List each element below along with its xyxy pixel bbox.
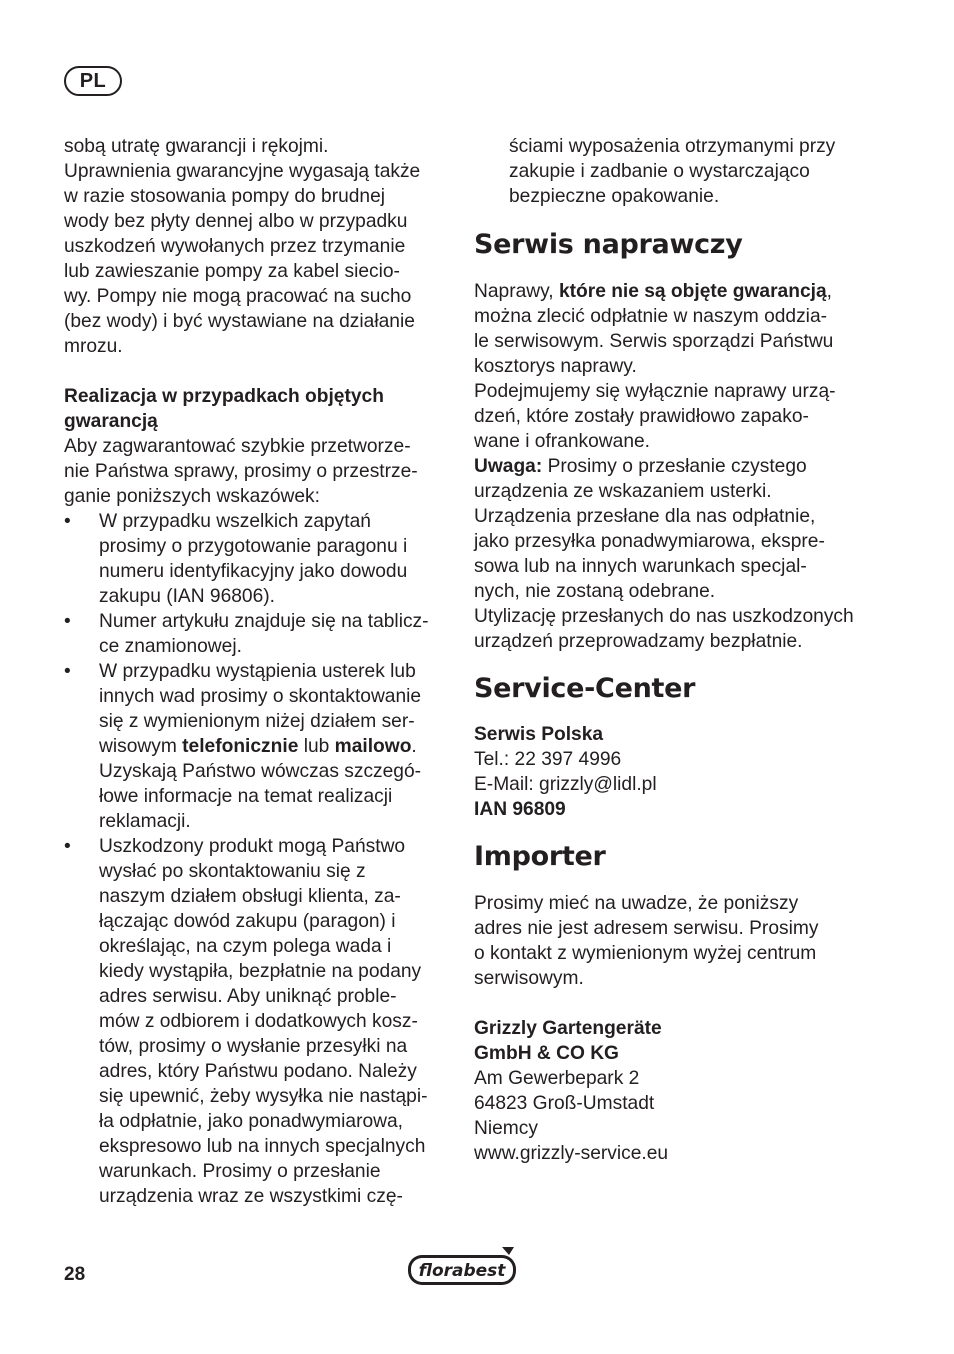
text-line: określając, na czym polega wada i [99,936,392,957]
text-line: W przypadku wystąpienia usterek lub [99,661,416,682]
emphasis-phone: telefonicznie [182,736,299,757]
bullet-icon: • [64,511,71,532]
warranty-subheading [64,384,456,434]
text-line: naszym działem obsługi klienta, za- [99,886,401,907]
text-line: wy. Pompy nie mogą pracować na sucho [64,286,412,307]
text-line: wysłać po skontaktowaniu się z [99,861,366,882]
bullet-item-receipt [64,509,456,609]
text-line: tów, prosimy o wysłanie przesyłki na [99,1036,408,1057]
text-line: ganie poniższych wskazówek: [64,486,320,507]
text-line: kiedy wystąpiła, bezpłatnie na podany [99,961,422,982]
repair-paragraph [474,279,869,654]
right-column [474,134,869,1166]
text-line: W przypadku wszelkich zapytań [99,511,371,532]
text-line: można zlecić odpłatnie w naszym oddzia- [474,306,828,327]
text-line: nie Państwa sprawy, prosimy o przestrze- [64,461,418,482]
bullet-icon: • [64,836,71,857]
text-line: ce znamionowej. [99,636,242,657]
text-line: serwisowym. [474,968,584,989]
text-line: w razie stosowania pompy do brudnej [64,186,386,207]
emphasis-email: mailowo [334,736,412,757]
text-line: mrozu. [64,336,123,357]
text-line: adres nie jest adresem serwisu. Prosimy [474,918,819,939]
text-line: (bez wody) i być wystawiane na działanie [64,311,415,332]
text-line: Podejmujemy się wyłącznie naprawy urzą- [474,381,836,402]
importer-address [474,1016,869,1166]
subheading-line: gwarancją [64,411,158,432]
text-line: warunkach. Prosimy o przesłanie [99,1161,381,1182]
text-line: ła odpłatnie, jako ponadwymiarowa, [99,1111,403,1132]
text-line: ekspresowo lub na innych specjalnych [99,1136,426,1157]
text-line: wane i ofrankowane. [474,431,650,452]
text-line: Uzyskają Państwo wówczas szczegó- [99,761,422,782]
emphasis-not-covered: które nie są objęte gwarancją [558,281,827,302]
text-line: bezpieczne opakowanie. [509,186,720,207]
company-name: Grizzly Gartengeräte [474,1018,662,1039]
service-ian: IAN 96809 [474,799,566,820]
text-line: reklamacji. [99,811,191,832]
text-line: Uszkodzony produkt mogą Państwo [99,836,406,857]
text-line: adres, który Państwu podano. Należy [99,1061,417,1082]
text-line: zakupu (IAN 96806). [99,586,275,607]
text-line: łowe informacje na temat realizacji [99,786,393,807]
text-line: nych, nie zostaną odebrane. [474,581,716,602]
bullet-icon: • [64,611,71,632]
text-line: kosztorys naprawy. [474,356,637,377]
text-line: urządzeń przeprowadzamy bezpłatnie. [474,631,803,652]
importer-note [474,891,869,991]
bullet-item-article-number [64,609,456,659]
text-line: Utylizację przesłanych do nas uszkodzonych [474,606,854,627]
text-line [474,279,869,304]
text-line: Aby zagwarantować szybkie przetworze- [64,436,411,457]
text-line: urządzenia wraz ze wszystkimi czę- [99,1186,403,1207]
website-link: www.grizzly-service.eu [474,1143,669,1164]
text-line: uszkodzeń wywołanych przez trzymanie [64,236,406,257]
text-line: Numer artykułu znajduje się na tablicz- [99,611,429,632]
address-line: 64823 Groß-Umstadt [474,1093,655,1114]
text-line: się z wymienionym niżej działem ser- [99,711,415,732]
text-line: dzeń, które zostały prawidłowo zapako- [474,406,809,427]
service-phone: Tel.: 22 397 4996 [474,749,622,770]
subheading-line: Realizacja w przypadkach objętych [64,386,384,407]
text-line: ściami wyposażenia otrzymanymi przy [509,136,836,157]
company-name: GmbH & CO KG [474,1043,619,1064]
text-line: adres serwisu. Aby uniknąć proble- [99,986,397,1007]
continued-paragraph [474,134,869,209]
service-email: E-Mail: grizzly@lidl.pl [474,774,657,795]
text-line [99,734,456,759]
bullet-icon: • [64,661,71,682]
service-center-contact [474,722,869,822]
text-line: urządzenia ze wskazaniem usterki. [474,481,772,502]
text-line: Prosimy mieć na uwadze, że poniższy [474,893,799,914]
page-number: 28 [64,1264,86,1285]
text-line: innych wad prosimy o skontaktowanie [99,686,422,707]
language-badge: PL [64,66,122,96]
text-line: numeru identyfikacyjny jako dowodu [99,561,408,582]
text-line: łączając dowód zakupu (paragon) i [99,911,396,932]
text-line: mów z odbiorem i dodatkowych kosz- [99,1011,418,1032]
text-line: sowa lub na innych warunkach specjal- [474,556,807,577]
bullet-item-shipping [64,834,456,1209]
text-line: prosimy o przygotowanie paragonu i [99,536,408,557]
text-span: lub [298,736,335,757]
text-line: zakupie i zadbanie o wystarczająco [509,161,810,182]
text-line: się upewnić, żeby wysyłka nie nastąpi- [99,1086,428,1107]
text-span: wisowym [99,736,183,757]
text-line: o kontakt z wymienionym wyżej centrum [474,943,817,964]
section-heading-importer: Importer [474,841,606,872]
text-line: sobą utratę gwarancji i rękojmi. [64,136,329,157]
text-line: Uprawnienia gwarancyjne wygasają także [64,161,421,182]
note-label: Uwaga: [474,456,543,477]
left-column [64,134,456,1209]
text-span: , [826,281,832,302]
bullet-item-contact [64,659,456,834]
text-line: wody bez płyty dennej albo w przypadku [64,211,408,232]
text-span: Naprawy, [474,281,559,302]
text-line [474,454,869,479]
text-span: Prosimy o przesłanie czystego [542,456,807,477]
address-line: Niemcy [474,1118,538,1139]
text-line: Urządzenia przesłane dla nas odpłatnie, [474,506,816,527]
service-name: Serwis Polska [474,724,604,745]
section-heading-service-center: Service-Center [474,673,696,704]
text-line: jako przesyłka ponadwymiarowa, ekspre- [474,531,825,552]
intro-paragraph [64,134,456,359]
address-line: Am Gewerbepark 2 [474,1068,640,1089]
section-heading-repair: Serwis naprawczy [474,229,743,260]
text-line: lub zawieszanie pompy za kabel sieciо- [64,261,400,282]
florabest-logo [406,1246,518,1288]
svg-text:florabest: florabest [418,1261,506,1281]
text-line: le serwisowym. Serwis sporządzi Państwu [474,331,834,352]
text-span: . [411,736,417,757]
lead-paragraph [64,434,456,509]
